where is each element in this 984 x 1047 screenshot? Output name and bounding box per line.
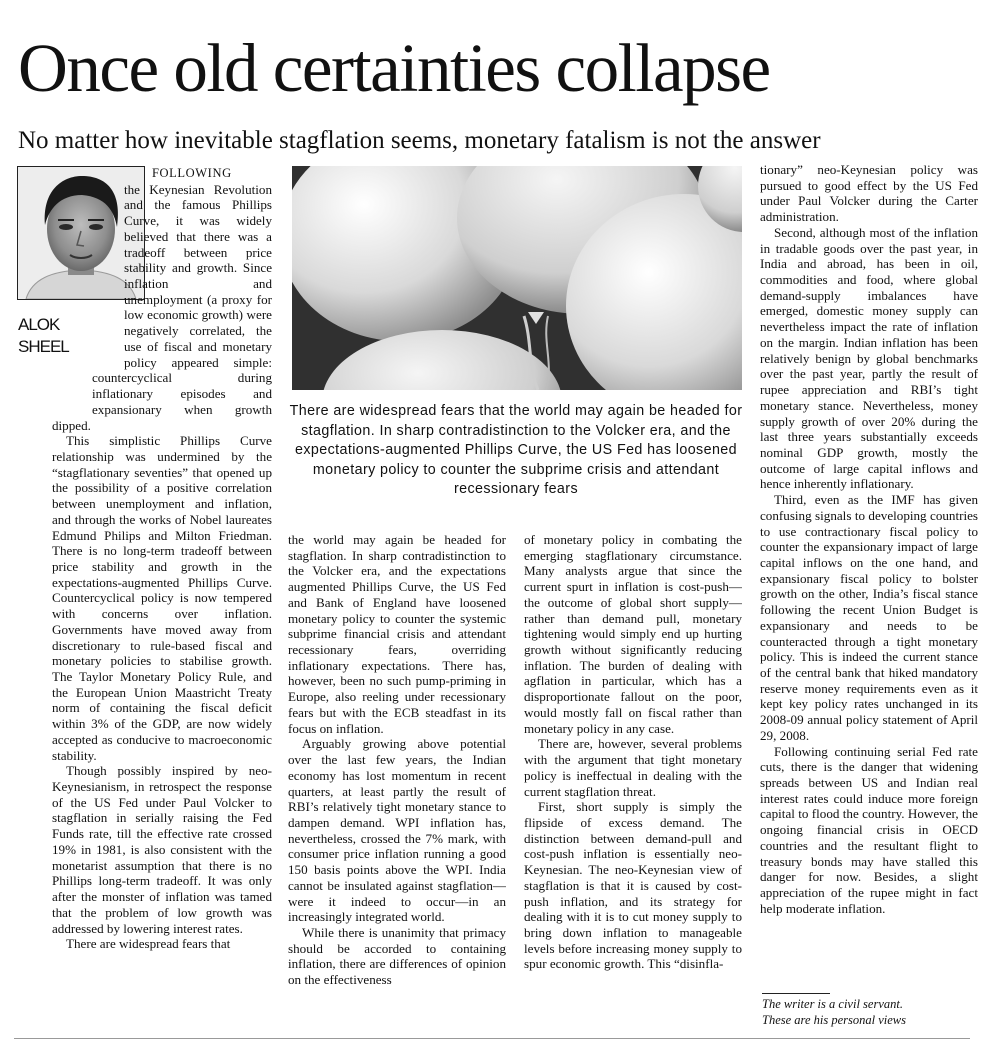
- article-column-4: [760, 162, 978, 982]
- footnote-line-1: The writer is a civil servant.: [762, 997, 903, 1011]
- author-footnote: [762, 997, 980, 1028]
- author-last-name: SHEEL: [18, 337, 69, 356]
- lead-word: FOLLOWING: [152, 166, 232, 180]
- paragraph: First, short supply is simply the flipside of excess demand. The distinction between demand-pull and cost-push inflation is essentially neo-Keynesian. The neo-Keynesian view of stagflation is that it is caused by cost-push inflation, and its strategy for dealing with it is to cut money supply to bring down inflation to manageable levels before increasing money supply to spur economic growth. This “disinfla-: [524, 799, 742, 972]
- paragraph: the world may again be headed for stagflation. In sharp contradistinction to the Volcker era, and the expectations augmented Phillips Curve, the US Fed and Bank of England have loosened monetary policy to counter the systemic subprime financial crisis and attendant recessionary fears, overriding inflationary expectations. There has, however, been no such pump-priming in Europe, also reeling under recessionary fears but with the ECB steadfast in its focus on inflation.: [288, 532, 506, 736]
- paragraph-text: the Keynesian Revolution and the famous Phillips Curve, it was widely believed that there was a tradeoff between price stability and growth. Since inflation and unemployment (a proxy for low economic growth) were negatively correlated, the use of fiscal and monetary policy appeared simple: countercyclical during inflationary episodes and expansionary when growth dipped.: [52, 181, 272, 433]
- paragraph: There are widespread fears that: [66, 936, 231, 952]
- paragraph: Though possibly inspired by neo-Keynesianism, in retrospect the response of the US Fed under Paul Volcker to stagflation in serially raising the Fed Funds rate, till the effective rate crossed 19% in 1981, is also consistent with the monetarist assumption that there is no Phillips long-term tradeoff. It was only after the monster of inflation was tamed that the problem of low growth was addressed by lowering interest rates.: [52, 763, 272, 936]
- paragraph: There are, however, several problems with the argument that tight monetary policy is ineffectual in dealing with the current stagflation threat.: [524, 736, 742, 799]
- paragraph: While there is unanimity that primacy should be accorded to containing inflation, there are differences of opinion on the effectiveness: [288, 924, 506, 988]
- paragraph: of monetary policy in combating the emerging stagflationary circumstance. Many analysts argue that since the current spurt in inflation is cost-push—the outcome of global short supply—rather than demand pull, monetary tightening would simply end up hurting growth without significantly reducing inflation. The burden of dealing with agflation in particular, which has a disproportionate fallout on the poor, would mostly fall on fiscal rather than monetary policy in any case.: [524, 532, 742, 736]
- mugshot-wrap-spacer: [52, 166, 124, 366]
- photo-caption: There are widespread fears that the world may again be headed for stagflation. In sharp contradistinction to the Volcker era, and the expectations-augmented Phillips Curve, the US Fed has loosened monetary policy to counter the subprime crisis and attendant recessionary fears: [289, 403, 743, 497]
- article-photo: [292, 166, 742, 390]
- paragraph: Third, even as the IMF has given confusing signals to developing countries to use contractionary fiscal policy to counter the expansionary impact of large capital inflows on the one hand, and expansionary fiscal policy to bolster growth on the other, India’s fiscal stance following the recent Union Budget is expansionary and needs to be counteracted through a tight monetary policy. This is indeed the current stance of the central bank that hiked mandatory reserve money requirements even as it kept key policy rates unchanged in its 2008-09 annual policy statement of April 29, 2008.: [760, 492, 978, 743]
- footnote-line-2: These are his personal views: [762, 1012, 906, 1027]
- article-column-3: [524, 532, 742, 1032]
- byline-wrap-spacer: [52, 366, 92, 402]
- paragraph: Second, although most of the inflation in tradable goods over the past year, in India and abroad, has been in oil, commodities and food, where global demand-supply imbalances have emerged, domestic money supply can nevertheless impact the rate of inflation on the margin. Indian inflation has been relatively benign by global benchmarks over the past year, partly the result of rupee appreciation and RBI’s tight monetary stance. Nevertheless, money supply growth of over 20% during the last three years substantially exceeds nominal GDP growth, mostly the outcome of large capital inflows and hence inherently inflationary.: [760, 224, 978, 492]
- balloons-photo-icon: [292, 166, 742, 390]
- paragraph: Arguably growing above potential over the last few years, the Indian economy has lost momentum in recent quarters, at least partly the result of RBI’s relatively tight monetary stance to dampen demand. WPI inflation has, nevertheless, crossed the 7% mark, with consumer price inflation running a good 150 basis points above the WPI. India cannot be insulated against stagflation—were it indeed to occur—in an increasingly integrated world.: [288, 736, 506, 925]
- article-column-2: [288, 532, 506, 1032]
- article-column-1: [52, 166, 272, 1034]
- subheadline: No matter how inevitable stagflation seems, monetary fatalism is not the answer: [18, 127, 821, 154]
- paragraph: tionary” neo-Keynesian policy was pursued to good effect by the US Fed under Paul Volcker during the Carter administration.: [760, 162, 978, 225]
- author-first-name: ALOK: [18, 315, 60, 334]
- footnote-divider: [762, 993, 830, 994]
- page-bottom-rule: [14, 1038, 970, 1039]
- headline: Once old certainties collapse: [18, 30, 770, 106]
- paragraph: Following continuing serial Fed rate cuts, there is the danger that widening spreads between US and Indian real interest rates could induce more foreign capital to flood the country. However, the ongoing financial crisis in OECD countries and the resultant flight to treasury bonds may have stalled this danger for now. Besides, a slight appreciation of the rupee might in fact help moderate inflation.: [760, 743, 978, 916]
- paragraph: This simplistic Phillips Curve relationship was undermined by the “stagflationary seventies” that opened up the possibility of a positive correlation between unemployment and inflation, and through the works of Nobel laureates Edmund Philips and Milton Friedman. There is no long-term tradeoff between price stability and growth in the expectations-augmented Phillips Curve. Countercyclical policy is now tempered with concerns over inflation. Governments have moved away from discretionary to rule-based fiscal and monetary policies to stabilise growth. The Taylor Monetary Policy Rule, and the European Union Maastricht Treaty norm of containing the fiscal deficit within 3% of the GDP, are now widely accepted as conducive to macroeconomic stability.: [52, 433, 272, 763]
